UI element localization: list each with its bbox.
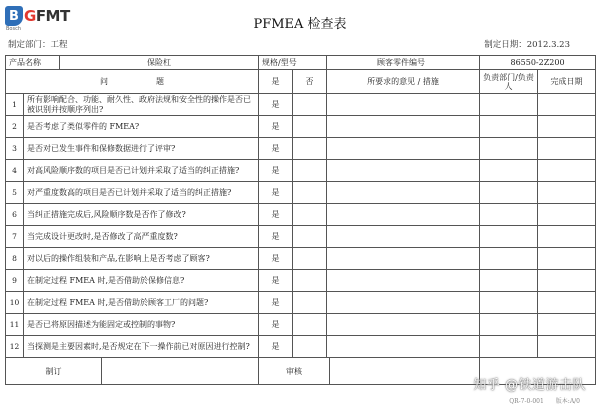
comment-cell[interactable] bbox=[327, 182, 480, 204]
checklist-row bbox=[6, 226, 596, 248]
question-text: 当探测是主要因素时,是否规定在下一操作前已对原因进行控制? bbox=[24, 336, 259, 358]
owner-cell[interactable] bbox=[480, 248, 538, 270]
no-mark[interactable] bbox=[293, 292, 327, 314]
yes-mark[interactable]: 是 bbox=[259, 226, 293, 248]
checklist-row bbox=[6, 116, 596, 138]
question-text: 在制定过程 FMEA 时,是否借助於顾客工厂的问题? bbox=[24, 292, 259, 314]
column-header-row bbox=[6, 70, 596, 94]
product-name-cell bbox=[6, 56, 259, 70]
question-text: 是否对已发生事件和保修数据进行了评审? bbox=[24, 138, 259, 160]
yes-mark[interactable]: 是 bbox=[259, 182, 293, 204]
prepared-date: 制定日期：2012.3.23 bbox=[484, 40, 570, 50]
no-mark[interactable] bbox=[293, 314, 327, 336]
row-number: 10 bbox=[6, 292, 24, 314]
prepared-by-cell bbox=[6, 358, 259, 385]
question-text: 对严重度数高的项目是否已计划并采取了适当的纠正措施? bbox=[24, 182, 259, 204]
done-date-cell[interactable] bbox=[538, 226, 596, 248]
comment-cell[interactable] bbox=[327, 336, 480, 358]
row-number: 5 bbox=[6, 182, 24, 204]
comment-cell[interactable] bbox=[327, 314, 480, 336]
question-text: 对以后的操作组装和产品,在影响上是否考虑了顾客? bbox=[24, 248, 259, 270]
no-mark[interactable] bbox=[293, 204, 327, 226]
row-number: 3 bbox=[6, 138, 24, 160]
question-text: 在制定过程 FMEA 时,是否借助於保修信息? bbox=[24, 270, 259, 292]
checklist-row bbox=[6, 270, 596, 292]
comment-cell[interactable] bbox=[327, 160, 480, 182]
checklist-row bbox=[6, 336, 596, 358]
customer-part-value[interactable]: 86550-2Z200 bbox=[480, 56, 596, 70]
done-date-cell[interactable] bbox=[538, 248, 596, 270]
col-no-header: 否 bbox=[293, 70, 327, 94]
done-date-cell[interactable] bbox=[538, 160, 596, 182]
yes-mark[interactable]: 是 bbox=[259, 204, 293, 226]
done-date-cell[interactable] bbox=[538, 292, 596, 314]
yes-mark[interactable]: 是 bbox=[259, 116, 293, 138]
owner-cell[interactable] bbox=[480, 292, 538, 314]
product-name-label: 产品名称 bbox=[6, 56, 60, 69]
row-number: 9 bbox=[6, 270, 24, 292]
yes-mark[interactable]: 是 bbox=[259, 138, 293, 160]
comment-cell[interactable] bbox=[327, 248, 480, 270]
owner-cell[interactable] bbox=[480, 138, 538, 160]
no-mark[interactable] bbox=[293, 248, 327, 270]
watermark-text: 知乎 @铁道游击队 bbox=[473, 378, 586, 393]
question-text: 是否已将原因描述为能固定或控制的事物? bbox=[24, 314, 259, 336]
yes-mark[interactable]: 是 bbox=[259, 160, 293, 182]
no-mark[interactable] bbox=[293, 270, 327, 292]
customer-part-label: 顾客零件编号 bbox=[377, 58, 426, 67]
done-date-cell[interactable] bbox=[538, 94, 596, 116]
question-text: 当纠正措施完成后,风险顺序数是否作了修改? bbox=[24, 204, 259, 226]
row-number: 4 bbox=[6, 160, 24, 182]
spec-label: 规格/型号 bbox=[262, 58, 297, 67]
product-info-row bbox=[6, 56, 596, 70]
owner-cell[interactable] bbox=[480, 182, 538, 204]
owner-cell[interactable] bbox=[480, 226, 538, 248]
question-text: 对高风险顺序数的项目是否已计划并采取了适当的纠正措施? bbox=[24, 160, 259, 182]
done-date-cell[interactable] bbox=[538, 270, 596, 292]
no-mark[interactable] bbox=[293, 94, 327, 116]
logo-subtext: Bosch bbox=[6, 26, 22, 32]
done-date-cell[interactable] bbox=[538, 204, 596, 226]
col-comments-header: 所要求的意见 / 措施 bbox=[327, 70, 480, 94]
reviewed-by-label: 审核 bbox=[259, 358, 330, 384]
no-mark[interactable] bbox=[293, 226, 327, 248]
col-date-header: 完成日期 bbox=[538, 70, 596, 94]
checklist-row bbox=[6, 204, 596, 226]
comment-cell[interactable] bbox=[327, 292, 480, 314]
row-number: 8 bbox=[6, 248, 24, 270]
prepared-department: 制定部门：工程 bbox=[8, 40, 68, 50]
checklist-row bbox=[6, 94, 596, 116]
owner-cell[interactable] bbox=[480, 336, 538, 358]
row-number: 6 bbox=[6, 204, 24, 226]
owner-cell[interactable] bbox=[480, 160, 538, 182]
comment-cell[interactable] bbox=[327, 138, 480, 160]
checklist-row bbox=[6, 248, 596, 270]
owner-cell[interactable] bbox=[480, 94, 538, 116]
owner-cell[interactable] bbox=[480, 204, 538, 226]
customer-part-cell bbox=[327, 56, 480, 70]
owner-cell[interactable] bbox=[480, 314, 538, 336]
question-text: 所有影响配合、功能、耐久性、政府法规和安全性的操作是否已被识别并按顺序列出? bbox=[24, 94, 259, 116]
comment-cell[interactable] bbox=[327, 226, 480, 248]
yes-mark[interactable]: 是 bbox=[259, 336, 293, 358]
comment-cell[interactable] bbox=[327, 116, 480, 138]
yes-mark[interactable]: 是 bbox=[259, 314, 293, 336]
checklist-row bbox=[6, 160, 596, 182]
checklist-row bbox=[6, 292, 596, 314]
owner-cell[interactable] bbox=[480, 270, 538, 292]
logo-mark: B bbox=[5, 6, 23, 26]
done-date-cell[interactable] bbox=[538, 116, 596, 138]
no-mark[interactable] bbox=[293, 182, 327, 204]
logo-text-accent: G bbox=[24, 7, 36, 25]
col-yes-header: 是 bbox=[259, 70, 293, 94]
col-question-header: 问 题 bbox=[6, 70, 259, 94]
no-mark[interactable] bbox=[293, 116, 327, 138]
form-code: QR-7-0-001 版本:A/0 bbox=[509, 398, 580, 405]
prepared-by-label: 制订 bbox=[6, 358, 102, 384]
pfmea-checklist-table bbox=[5, 55, 596, 385]
document-title: PFMEA 检查表 bbox=[253, 17, 347, 32]
comment-cell[interactable] bbox=[327, 94, 480, 116]
checklist-row bbox=[6, 182, 596, 204]
row-number: 11 bbox=[6, 314, 24, 336]
reviewed-by-cell bbox=[259, 358, 480, 385]
checklist-row bbox=[6, 314, 596, 336]
yes-mark[interactable]: 是 bbox=[259, 94, 293, 116]
checklist-row bbox=[6, 138, 596, 160]
owner-cell[interactable] bbox=[480, 116, 538, 138]
yes-mark[interactable]: 是 bbox=[259, 248, 293, 270]
yes-mark[interactable]: 是 bbox=[259, 270, 293, 292]
done-date-cell[interactable] bbox=[538, 182, 596, 204]
logo-text-main: FMT bbox=[35, 7, 70, 25]
row-number: 2 bbox=[6, 116, 24, 138]
comment-cell[interactable] bbox=[327, 270, 480, 292]
row-number: 7 bbox=[6, 226, 24, 248]
col-owner-header: 负责部门/负责人 bbox=[480, 70, 538, 94]
checklist-items bbox=[6, 94, 596, 358]
product-name-value[interactable]: 保险杠 bbox=[147, 58, 171, 67]
done-date-cell[interactable] bbox=[538, 314, 596, 336]
done-date-cell[interactable] bbox=[538, 138, 596, 160]
row-number: 1 bbox=[6, 94, 24, 116]
yes-mark[interactable]: 是 bbox=[259, 292, 293, 314]
question-text: 当完成设计更改时,是否修改了高严重度数? bbox=[24, 226, 259, 248]
no-mark[interactable] bbox=[293, 336, 327, 358]
no-mark[interactable] bbox=[293, 160, 327, 182]
no-mark[interactable] bbox=[293, 138, 327, 160]
question-text: 是否考虑了类似零件的 FMEA? bbox=[24, 116, 259, 138]
spec-cell bbox=[259, 56, 327, 70]
row-number: 12 bbox=[6, 336, 24, 358]
comment-cell[interactable] bbox=[327, 204, 480, 226]
done-date-cell[interactable] bbox=[538, 336, 596, 358]
